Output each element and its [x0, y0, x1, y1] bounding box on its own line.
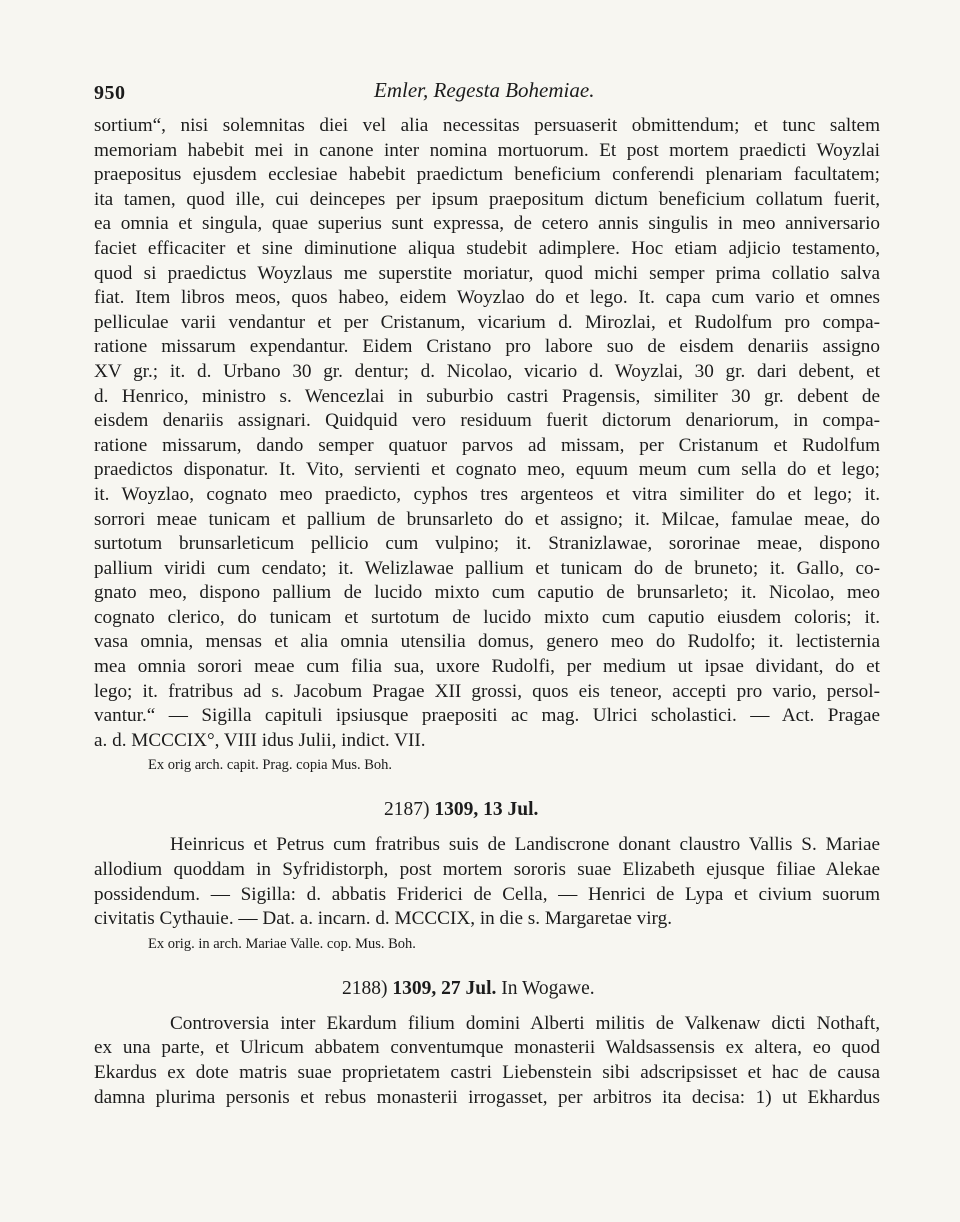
text-line: ratione missarum expendantur. Eidem Cristano pro labore suo de eisdem denariis assigno — [94, 336, 880, 358]
text-line: faciet efficaciter et sine diminutione aliqua studebit adimplere. Hoc etiam adjicio testamento, — [94, 237, 880, 259]
text-line: gnato meo, dispono pallium de lucido mixto cum caputio de brunsarleto; it. Nicolao, meo — [94, 582, 880, 604]
text-line: ea omnia et singula, quae superius sunt expressa, de cetero annis singulis in meo anniversario — [94, 213, 880, 235]
text-line: possidendum. — Sigilla: d. abbatis Friderici de Cella, — Henrici de Lypa et civium suorum — [94, 883, 880, 905]
text-line: praepositus ejusdem ecclesiae habebit praedictum beneficium conferendi plenariam facultatem; — [94, 164, 880, 186]
text-line — [94, 833, 880, 858]
text-line: damna plurima personis et rebus monasterii irrogasset, per arbitros ita decisa: 1) ut Ekhardus — [94, 1086, 880, 1108]
entry-paragraph — [94, 1012, 880, 1110]
text-line: d. Henrico, ministro s. Wencezlai in suburbio castri Pragensis, similiter 30 gr. debent de — [94, 385, 880, 407]
text-line: memoriam habebit mei in canone inter nomina mortuorum. Et post mortem praedicti Woyzlai — [94, 139, 880, 161]
source-note: Ex orig. in arch. Mariae Valle. cop. Mus. Boh. — [148, 935, 416, 952]
text-line: praedictos disponatur. It. Vito, servienti et cognato meo, equum meum cum sella do et lego; — [94, 459, 880, 481]
text-line: sortium“, nisi solemnitas diei vel alia necessitas persuaserit obmittendum; et tunc saltem — [94, 115, 880, 136]
text-line: civitatis Cythauie. — Dat. a. incarn. d. MCCCIX, in die s. Margaretae virg. — [94, 908, 672, 930]
text-line — [94, 1012, 880, 1037]
document-page — [94, 70, 880, 1110]
entry-heading — [94, 976, 880, 1002]
entry-date: 1309, 13 Jul. — [434, 799, 539, 821]
text-line: ex una parte, et Ulricum abbatem conventumque monasterii Waldsassensis ex altera, eo quod — [94, 1037, 880, 1059]
text-line: vantur.“ — Sigilla capituli ipsiusque praepositi ac mag. Ulrici scholastici. — Act. Pragae — [94, 705, 880, 727]
text-segment: Controversia inter Ekardum filium domini Alberti militis de Valkenaw dicti Nothaft, — [170, 1012, 880, 1034]
text-line: sorrori meae tunicam et pallium de brunsarleto do et assigno; it. Milcae, famulae meae, do — [94, 508, 880, 530]
text-line: pallium viridi cum cendato; it. Welizlawae pallium et tunicam do de bruneto; it. Gallo, co- — [94, 557, 880, 579]
text-line: quod si praedictus Woyzlaus me superstite moriatur, quod michi semper prima collatio salva — [94, 262, 880, 284]
entry-paragraph — [94, 833, 880, 931]
text-line: allodium quoddam in Syfridistorph, post mortem sororis suae Elizabeth ejusque filiae Alekae — [94, 859, 880, 881]
text-line: it. Woyzlao, cognato meo praedicto, cyphos tres argenteos et vitra similiter do et lego; it. — [94, 483, 880, 505]
text-line: cognato clerico, do tunicam et surtotum de lucido mixto cum caputio eiusdem coloris; it. — [94, 606, 880, 628]
text-line: a. d. MCCCIX°, VIII idus Julii, indict. VII. — [94, 729, 426, 751]
text-line: fiat. Item libros meos, quos habeo, eidem Woyzlao do et lego. It. capa cum vario et omnes — [94, 287, 880, 309]
entry-date: 1309, 27 Jul. — [392, 977, 497, 999]
text-line: ratione missarum, dando semper quatuor parvos ad missam, per Cristanum et Rudolfum — [94, 434, 880, 456]
text-segment: Heinricus et Petrus cum fratribus suis de Landiscrone donant claustro Vallis S. Mariae — [170, 834, 880, 856]
text-line: mea omnia sorori meae cum filia sua, uxore Rudolfi, per medium ut ipsae dividant, do et — [94, 656, 880, 678]
text-line: XV gr.; it. d. Urbano 30 gr. dentur; d. Nicolao, vicario d. Woyzlai, 30 gr. dari debent, et — [94, 360, 880, 382]
text-line: vasa omnia, mensas et alia omnia utensilia domus, genero meo do Rudolfo; it. lectisternia — [94, 631, 880, 653]
entry-number: 2187) — [384, 799, 430, 821]
entry-place: In Wogawe. — [501, 977, 595, 999]
source-note: Ex orig arch. capit. Prag. copia Mus. Boh. — [148, 757, 393, 774]
page-number: 950 — [94, 82, 126, 104]
entry-number: 2188) — [342, 977, 388, 999]
text-line: pelliculae varii vendantur et per Cristanum, vicarium d. Mirozlai, et Rudolfum pro compa- — [94, 311, 880, 333]
text-line: lego; it. fratribus ad s. Jacobum Pragae XII grossi, quos eis teneor, accepti pro vario, persol- — [94, 680, 880, 702]
page-header — [94, 70, 880, 114]
text-line: ita tamen, quod ille, cui deincepes per ipsum praepositum dictum beneficium collatum fuerit, — [94, 188, 880, 210]
running-title: Emler, Regesta Bohemiae. — [374, 78, 595, 102]
intro-paragraph — [94, 114, 880, 753]
text-line: eisdem denariis assignari. Quidquid vero residuum fuerit dictorum denariorum, in compa- — [94, 410, 880, 432]
entry-heading — [94, 797, 880, 823]
text-line: surtotum brunsarleticum pellicio cum vulpino; it. Stranizlawae, sororinae meae, dispono — [94, 533, 880, 555]
text-line: Ekardus ex dote matris suae proprietatem castri Liebenstein sibi adscripsisset et hac de causa — [94, 1062, 880, 1083]
